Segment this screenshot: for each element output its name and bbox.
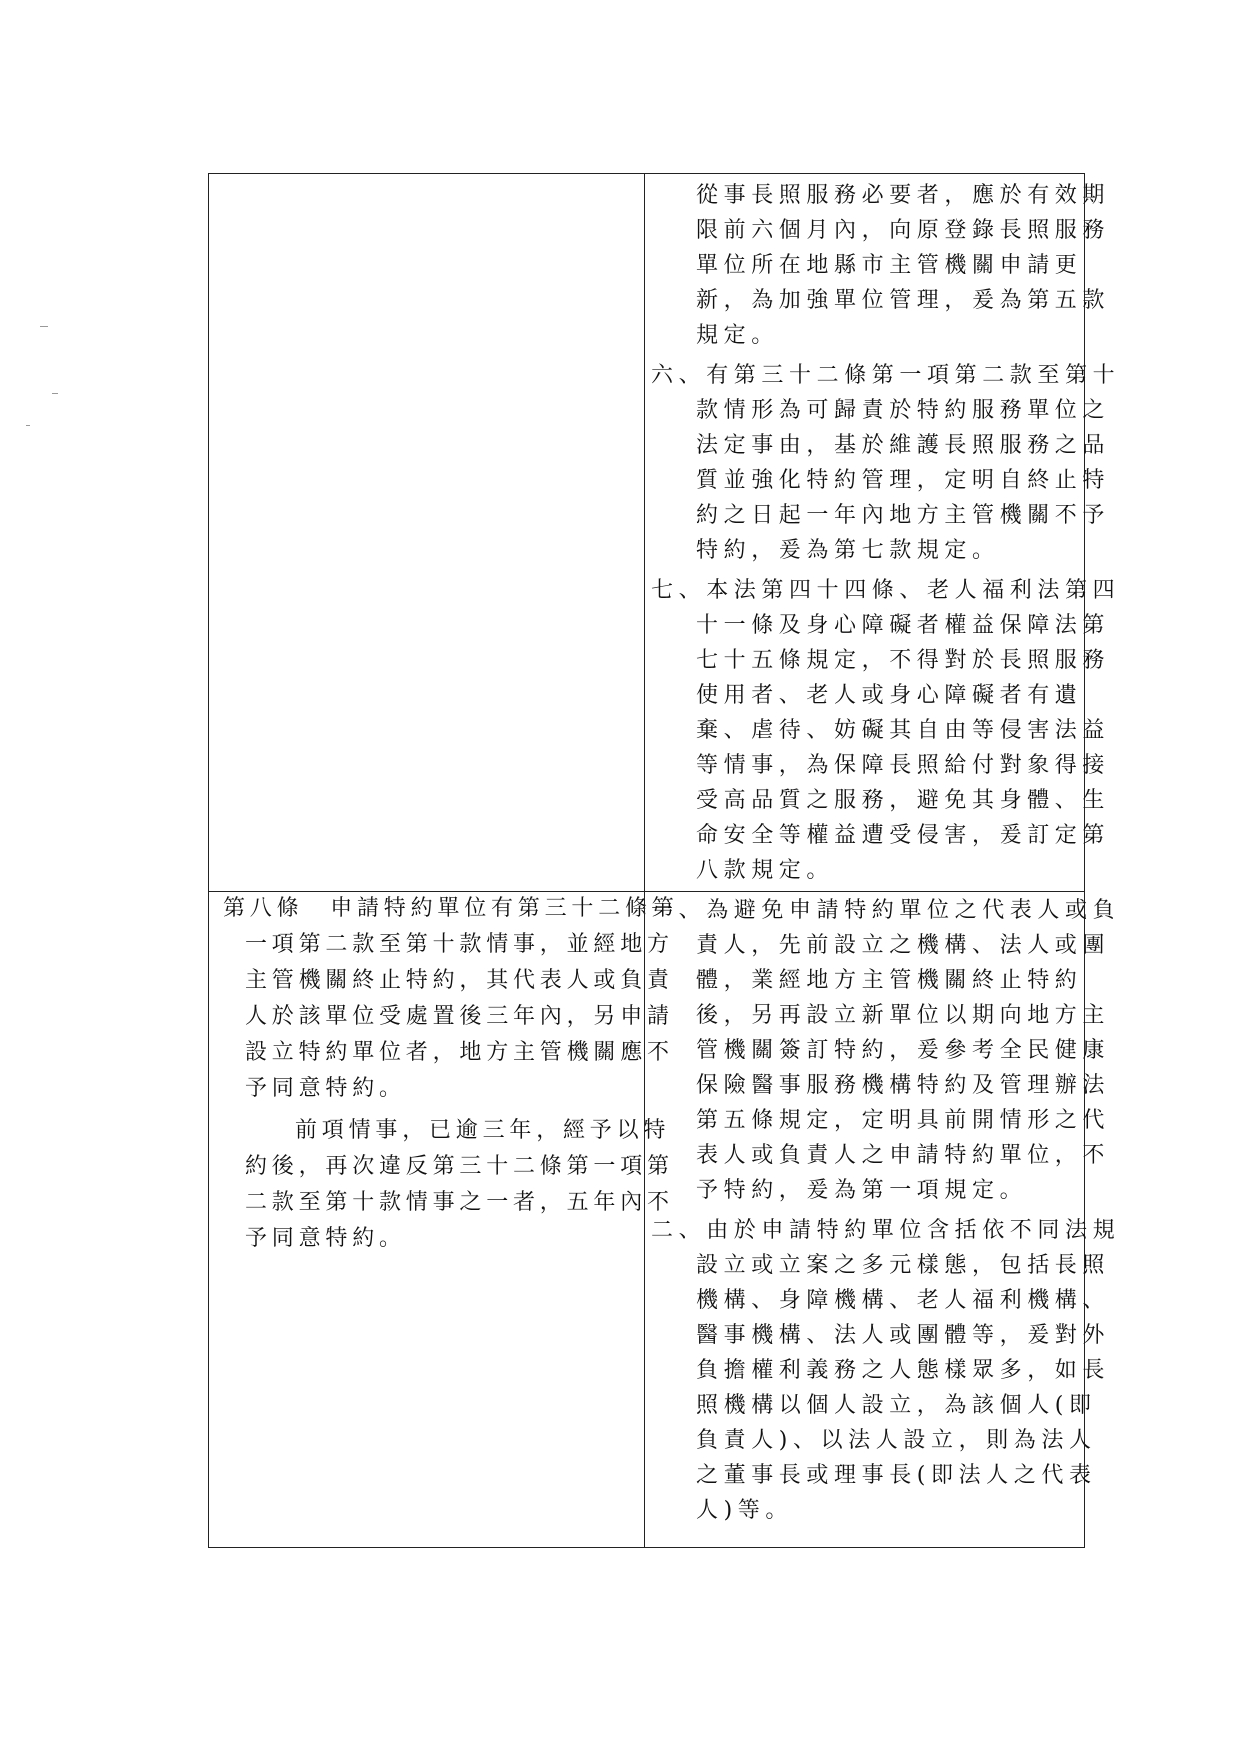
explanation-line: 命安全等權益遭受侵害，爰訂定第 — [696, 823, 1111, 848]
article-line: 主管機關終止特約，其代表人或負責 — [245, 968, 674, 993]
article-line: 人於該單位受處置後三年內，另申請 — [245, 1004, 674, 1029]
article-line: 二款至第十款情事之一者，五年內不 — [245, 1190, 674, 1215]
column-divider — [644, 892, 645, 1547]
explanation-item-7: 七、本法第四十四條、老人福利法第四 — [651, 578, 1121, 603]
explanation-line: 款情形為可歸責於特約服務單位之 — [696, 398, 1111, 423]
comparison-table — [208, 173, 1121, 1548]
explanation-line: 七十五條規定，不得對於長照服務 — [696, 648, 1111, 673]
explanation-item-2: 二、由於申請特約單位含括依不同法規 — [651, 1218, 1121, 1243]
explanation-line: 從事長照服務必要者，應於有效期 — [696, 183, 1111, 208]
explanation-line: 照機構以個人設立，為該個人(即 — [696, 1393, 1097, 1418]
explanation-cell — [646, 174, 1121, 891]
explanation-line: 管機關簽訂特約，爰參考全民健康 — [696, 1038, 1111, 1063]
explanation-line: 單位所在地縣市主管機關申請更 — [696, 253, 1083, 278]
explanation-line: 十一條及身心障礙者權益保障法第 — [696, 613, 1111, 638]
article-line: 設立特約單位者，地方主管機關應不 — [245, 1040, 674, 1065]
table-row — [209, 891, 1121, 1547]
explanation-item-1: 一、為避免申請特約單位之代表人或負 — [651, 898, 1121, 923]
explanation-line: 責人，先前設立之機構、法人或團 — [696, 933, 1111, 958]
article-line: 約後，再次違反第三十二條第一項第 — [245, 1154, 674, 1179]
explanation-line: 棄、虐待、妨礙其自由等侵害法益 — [696, 718, 1111, 743]
explanation-line: 等情事，為保障長照給付對象得接 — [696, 753, 1111, 778]
explanation-line: 特約，爰為第七款規定。 — [696, 538, 1000, 563]
explanation-line: 表人或負責人之申請特約單位，不 — [696, 1143, 1111, 1168]
scan-mark — [40, 326, 48, 327]
explanation-line: 設立或立案之多元樣態，包括長照 — [696, 1253, 1111, 1278]
article-heading-line: 第八條 申請特約單位有第三十二條第 — [223, 896, 679, 921]
explanation-line: 質並強化特約管理，定明自終止特 — [696, 468, 1111, 493]
explanation-item-6: 六、有第三十二條第一項第二款至第十 — [651, 363, 1121, 388]
article-line: 一項第二款至第十款情事，並經地方 — [245, 932, 674, 957]
scan-mark — [26, 425, 30, 426]
explanation-line: 後，另再設立新單位以期向地方主 — [696, 1003, 1111, 1028]
column-divider — [644, 174, 645, 891]
explanation-line: 機構、身障機構、老人福利機構、 — [696, 1288, 1111, 1313]
article-text-cell — [209, 892, 679, 1547]
explanation-line: 新，為加強單位管理，爰為第五款 — [696, 288, 1111, 313]
explanation-line: 規定。 — [696, 323, 779, 348]
explanation-line: 使用者、老人或身心障礙者有遺 — [696, 683, 1083, 708]
explanation-line: 體，業經地方主管機關終止特約 — [696, 968, 1083, 993]
explanation-line: 法定事由，基於維護長照服務之品 — [696, 433, 1111, 458]
explanation-line: 負擔權利義務之人態樣眾多，如長 — [696, 1358, 1111, 1383]
explanation-line: 約之日起一年內地方主管機關不予 — [696, 503, 1111, 528]
explanation-cell — [646, 892, 1121, 1547]
explanation-line: 負責人)、以法人設立，則為法人 — [696, 1428, 1097, 1453]
article-paragraph-2-line: 前項情事，已逾三年，經予以特 — [295, 1118, 671, 1143]
article-line: 予同意特約。 — [245, 1226, 406, 1251]
explanation-line: 予特約，爰為第一項規定。 — [696, 1178, 1028, 1203]
article-text-cell — [209, 174, 644, 891]
scan-mark — [52, 393, 58, 394]
explanation-line: 受高品質之服務，避免其身體、生 — [696, 788, 1111, 813]
explanation-line: 限前六個月內，向原登錄長照服務 — [696, 218, 1111, 243]
explanation-line: 保險醫事服務機構特約及管理辦法 — [696, 1073, 1111, 1098]
explanation-line: 八款規定。 — [696, 858, 835, 883]
explanation-line: 之董事長或理事長(即法人之代表 — [696, 1463, 1097, 1488]
table-row — [209, 174, 1121, 891]
article-line: 予同意特約。 — [245, 1076, 406, 1101]
explanation-line: 人)等。 — [696, 1498, 793, 1523]
explanation-line: 第五條規定，定明具前開情形之代 — [696, 1108, 1111, 1133]
explanation-line: 醫事機構、法人或團體等，爰對外 — [696, 1323, 1111, 1348]
